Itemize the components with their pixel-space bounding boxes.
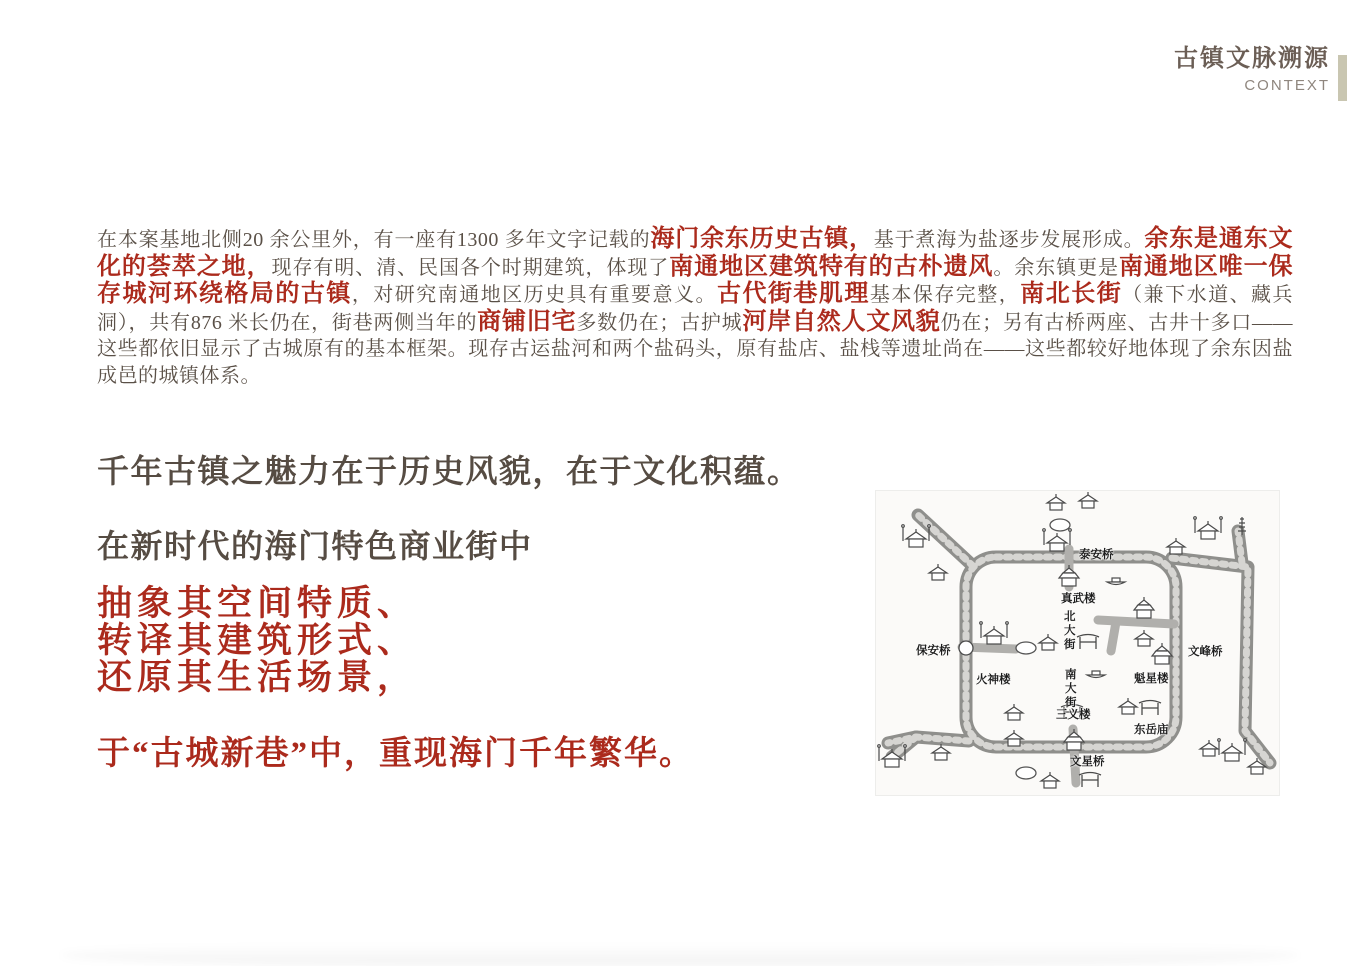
paragraph-segment: 基本保存完整， [869,284,1021,306]
wenxing-bridge-icon [1064,729,1084,750]
pond-icon [1016,642,1036,654]
town-map [875,490,1280,796]
paragraph-segment: 古代街巷肌理 [716,281,870,307]
statement-line-2: 在新时代的海门特色商业街中 [97,528,533,564]
map-label-wenxing: 文星桥 [1070,754,1105,768]
statement-line-1: 千年古镇之魅力在于历史风貌，在于文化积蕴。 [97,453,801,489]
paragraph-segment: 多数仍在；古护城 [576,311,743,334]
pavilion-icon [1200,740,1218,756]
map-label-zhenwu: 真武楼 [1061,591,1096,605]
paragraph-segment: 现存有明、清、民国各个时期建筑，体现了 [271,256,670,279]
tagline: 于“古城新巷”中，重现海门千年繁华。 [97,736,694,772]
pavilion-icon [1005,730,1023,746]
paragraph-segment: 商铺旧宅 [477,308,577,335]
paragraph-segment: ，对研究南通地区历史具有重要意义。 [351,284,717,306]
boat-icon [1087,671,1105,678]
paragraph-segment: 仍在；另有古桥两座、古井十多口——这些都依旧显示了古城原有的基本框架。现存古运盐河和两个盐码头，原有盐店、盐栈等遗址尚在——这些都较好地体现了余东因盐成邑的城镇体系。 [97,311,1294,387]
paragraph-segment: 基于煮海为盐逐步发展形成。 [873,229,1145,251]
red-statement-line: 抽象其空间特质、 [97,584,418,623]
pavilion-icon [932,744,950,760]
paragraph-segment: 。余东镇更是 [993,256,1119,279]
map-label-sanyi: 三义楼 [1056,707,1091,721]
map-label-dongyue: 东岳庙 [1134,722,1169,736]
gate-icon [1077,635,1099,650]
accent-bar [1338,55,1347,101]
paragraph-segment: 南通地区建筑特有的古朴遗风 [669,253,994,280]
pavilion-icon [1041,772,1059,788]
red-statement-line: 还原其生活场景， [97,658,418,697]
red-statement-line: 转译其建筑形式、 [97,621,418,660]
zhenwu-tower-icon [1059,565,1079,586]
kuixing-tower-icon [1152,643,1172,664]
temple-icon [1194,517,1223,539]
map-label-wenfeng: 文峰桥 [1188,644,1223,658]
paragraph-segment: 南北长街 [1020,281,1123,307]
map-label-huoshen: 火神楼 [976,672,1011,686]
page-title: 古镇文脉溯源 [1174,45,1330,72]
header [1174,44,1330,94]
temple-icon [980,622,1009,644]
gate-icon [1079,773,1101,788]
pavilion-icon [929,564,947,580]
pavilion-icon [1039,634,1057,650]
temple-icon [1218,739,1247,761]
paragraph-segment: 南通地区唯一保存城河环绕格局的古镇 [97,253,1294,307]
paragraph-segment: （兼下水道、藏兵洞），共有876 米长仍在，街巷两侧当年的 [97,284,1294,334]
paragraph-segment: 海门余东历史古镇， [650,226,874,252]
pavilion-icon [1079,492,1097,508]
pavilion-icon [1119,698,1137,714]
pavilion-icon [1005,704,1023,720]
paragraph-segment: 在本案基地北侧20 余公里外，有一座有1300 多年文字记载的 [97,229,651,251]
map-label-nandajie: 南大街 [1065,667,1077,709]
map-label-kuixing: 魁星楼 [1134,671,1169,685]
pavilion-icon [1135,630,1153,646]
pavilion-icon [1047,494,1065,510]
map-label-taian: 泰安桥 [1079,547,1114,561]
red-statement-block [97,585,417,696]
gate-icon [1139,701,1161,716]
pond-icon [1016,767,1036,779]
map-label-baoan: 保安桥 [916,643,951,657]
boat-icon [1107,578,1125,585]
bridge-node-icon [959,641,973,655]
paragraph-segment: 河岸自然人文风貌 [742,308,941,335]
map-label-beidajie: 北大街 [1064,609,1076,651]
intro-paragraph [97,226,1293,389]
pavilion-icon [1167,538,1185,554]
tower-icon [1134,597,1154,618]
page-shadow [60,944,1300,966]
pond-icon [1050,519,1070,531]
page-subtitle: CONTEXT [1244,77,1330,94]
paragraph-segment: 余东是通东文化的荟萃之地， [97,226,1294,280]
